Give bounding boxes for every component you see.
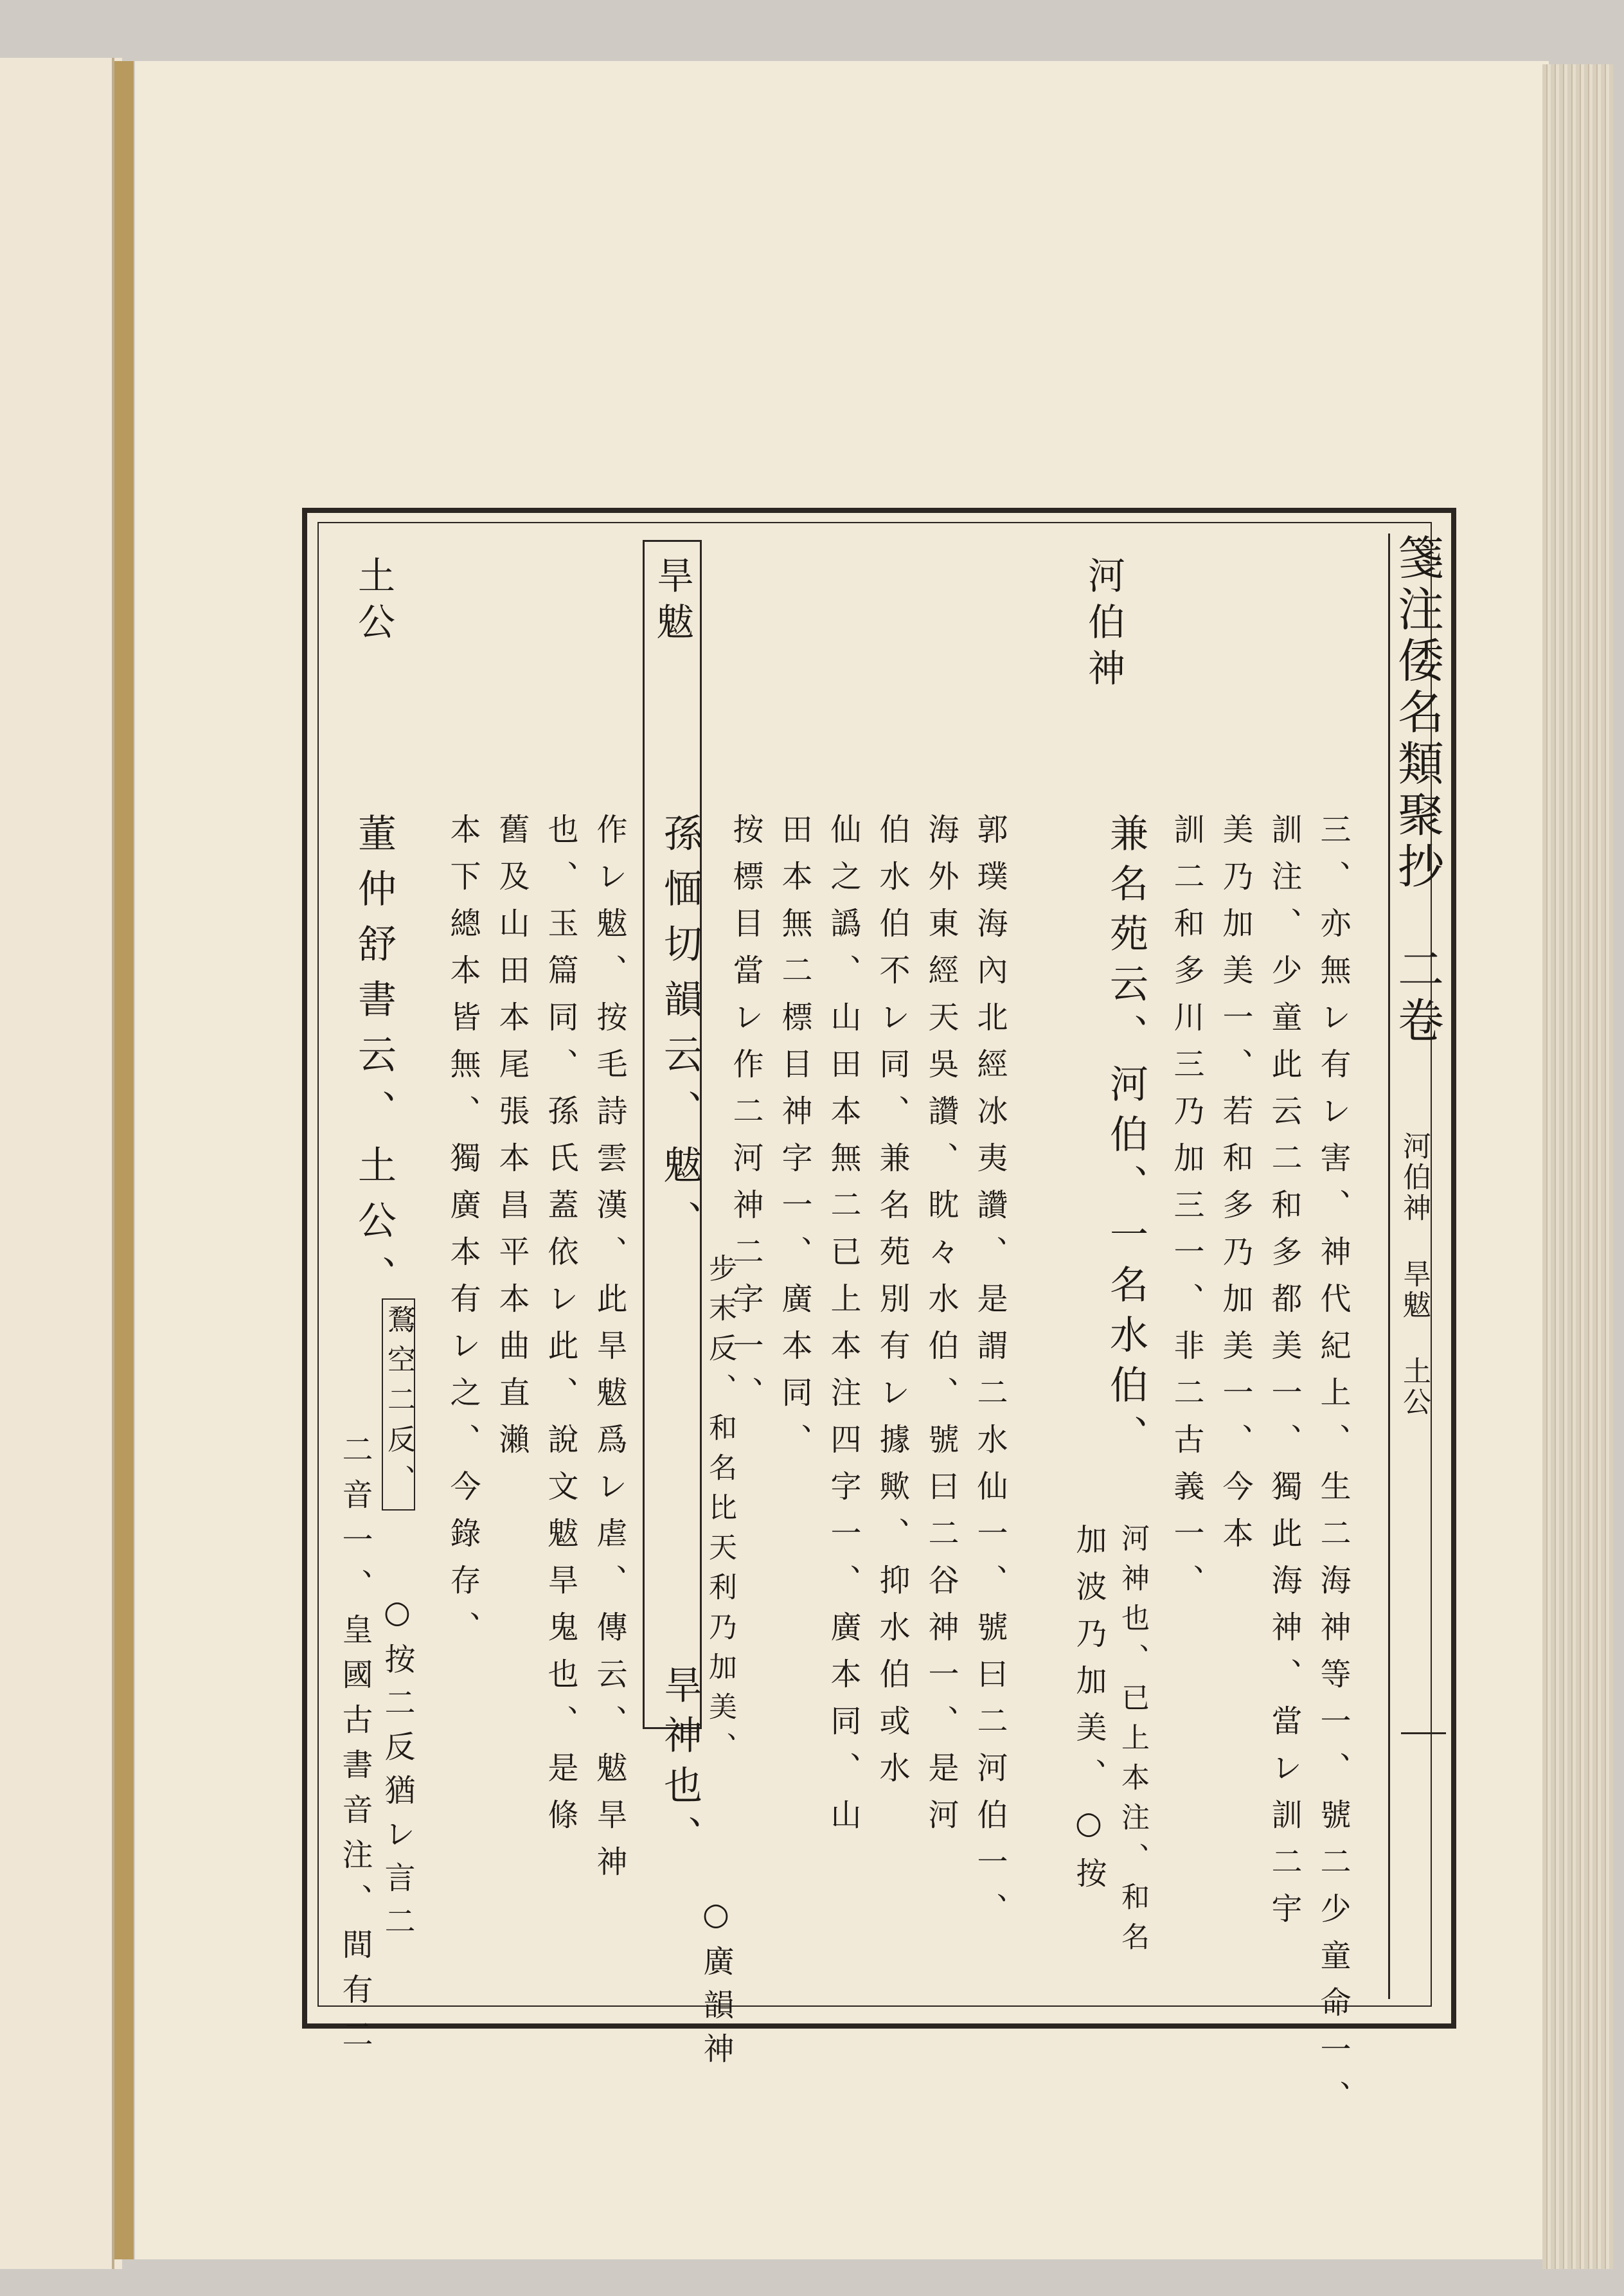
volume-label: 二卷	[1390, 945, 1444, 1048]
main-inline-note: 鶩空二反、	[382, 1298, 415, 1511]
main-text: 兼名苑云、河伯、一名水伯、	[1103, 813, 1148, 1465]
main-text-continued: 旱神也、	[657, 1665, 702, 1865]
note-line: 二音一、皇國古書音注、間有二	[337, 1433, 373, 2063]
note-line: 加波乃加美、○按	[1071, 1523, 1107, 1904]
page-edges	[1542, 64, 1613, 2269]
note-line: 仙之譌、山田本無二已上本注四字一、廣本同、山	[825, 813, 861, 1845]
note-line: 按標目當レ作二河神二字一、	[727, 813, 763, 1423]
side-headings: 河伯神 旱魃 土公	[1398, 1131, 1431, 1418]
section-heading-kahakushin: 河伯神	[1082, 556, 1125, 695]
note-line: 郭璞海內北經冰夷讚、是謂二水仙一、號曰二河伯一、	[972, 813, 1008, 1939]
note-line: 訓注、少童此云二和多都美一、獨此海神、當レ訓二宇	[1266, 813, 1302, 1939]
note-line: 伯水伯不レ同、兼名苑別有レ據歟、抑水伯或水	[874, 813, 910, 1798]
note-line: 也、玉篇同、孫氏蓋依レ此、說文魃旱鬼也、是條	[542, 813, 578, 1845]
note-line: 本下總本皆無、獨廣本有レ之、今錄存、	[445, 813, 481, 1658]
note-line: 作レ魃、按毛詩雲漢、此旱魃爲レ虐、傳云、魃旱神	[591, 813, 627, 1892]
note-line: 海外東經天吳讚、眈々水伯、號曰二谷神一、是河	[923, 813, 959, 1845]
note-line: ○廣韻神	[698, 1896, 734, 2076]
section-heading-dokou: 土公	[352, 556, 395, 649]
main-inline-note: 步末反、和名比天利乃加美、	[704, 1253, 736, 1771]
facing-page	[0, 58, 122, 2269]
main-inline-note: 河神也、已上本注、和名	[1116, 1523, 1149, 1962]
binding-gutter	[114, 61, 134, 2259]
section-heading-kanbatsu: 旱魃	[643, 540, 702, 1729]
main-text: 孫愐切韻云、魃、	[657, 813, 702, 1255]
note-line: ○按二反猶レ言二	[379, 1594, 415, 1949]
note-line: 田本無二標目神字一、廣本同、	[776, 813, 812, 1470]
note-line: 訓二和多川三乃加三一、非二古義一、	[1168, 813, 1204, 1611]
book-title: 箋注倭名類聚抄	[1390, 534, 1444, 893]
note-line: 三、亦無レ有レ害、神代紀上、生二海神等一、號二少童命一、	[1315, 813, 1351, 2127]
side-rule	[1401, 1732, 1446, 1734]
main-text: 董仲舒書云、土公、	[352, 813, 397, 1311]
note-line: 美乃加美一、若和多乃加美一、今本	[1217, 813, 1253, 1564]
note-line: 舊及山田本尾張本昌平本曲直瀨	[494, 813, 530, 1470]
